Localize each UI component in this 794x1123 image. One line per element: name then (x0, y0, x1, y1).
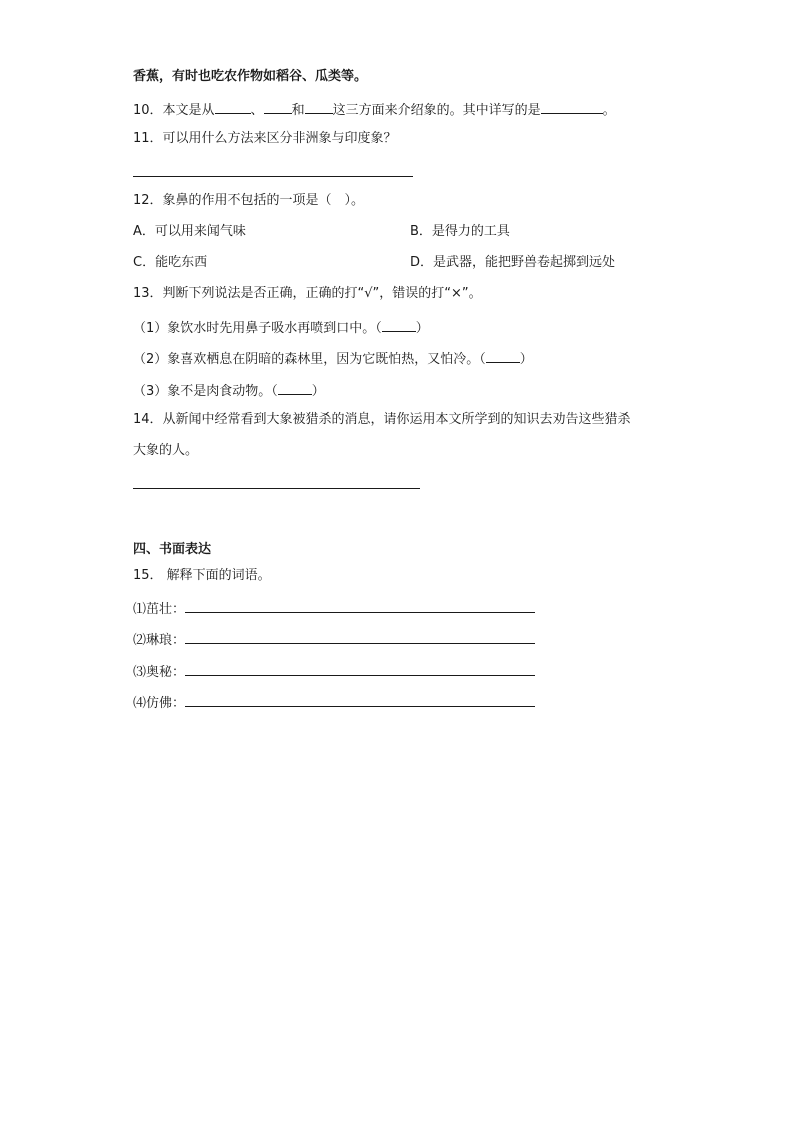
q13-item-2-text: （2）象喜欢栖息在阴暗的森林里，因为它既怕热，又怕冷。（ (133, 352, 486, 367)
q13-item-3 (133, 380, 325, 401)
q12-option-d[interactable]: D．是武器，能把野兽卷起掷到远处 (410, 255, 616, 270)
q10-sep2: 和 (291, 103, 305, 118)
q13-item-1-close: ） (415, 321, 429, 336)
q10-blank-2[interactable] (264, 99, 292, 114)
q12-option-b[interactable]: B．是得力的工具 (410, 224, 510, 239)
q13-item-2-blank[interactable] (486, 348, 520, 363)
q15-item-2-label: ⑵琳琅： (133, 633, 186, 648)
q10-blank-3[interactable] (305, 99, 333, 114)
q15-item-3-label: ⑶奥秘： (133, 665, 186, 680)
q13-item-2 (133, 348, 533, 369)
q13-item-1-blank[interactable] (382, 317, 416, 332)
q15-item-4-answer-line[interactable] (185, 692, 535, 707)
q14-answer-line[interactable] (133, 488, 420, 489)
question-14-line-2: 大象的人。 (133, 443, 199, 458)
q10-sep1: 、 (250, 103, 264, 118)
question-12-stem: 12．象鼻的作用不包括的一项是（ ）。 (133, 193, 365, 208)
q10-mid: 这三方面来介绍象的。其中详写的是 (332, 103, 541, 118)
q12-option-a[interactable]: A．可以用来闻气味 (133, 224, 246, 239)
q11-answer-line[interactable] (133, 176, 413, 177)
q15-item-1-label: ⑴茁壮： (133, 602, 186, 617)
q10-end: 。 (602, 103, 616, 118)
q15-item-1 (133, 598, 535, 619)
q13-item-3-blank[interactable] (278, 380, 312, 395)
question-14-line-1: 14．从新闻中经常看到大象被猎杀的消息，请你运用本文所学到的知识去劝告这些猎杀 (133, 412, 631, 427)
question-15-stem: 15． 解释下面的词语。 (133, 568, 271, 583)
question-10 (133, 99, 616, 120)
q15-item-4-label: ⑷仿佛： (133, 696, 186, 711)
q10-prefix: 10．本文是从 (133, 103, 215, 118)
q10-blank-4[interactable] (541, 99, 603, 114)
question-13-stem: 13．判断下列说法是否正确，正确的打“√”，错误的打“×”。 (133, 286, 482, 301)
q15-item-1-answer-line[interactable] (185, 598, 535, 613)
q15-item-3 (133, 661, 535, 682)
q10-blank-1[interactable] (215, 99, 251, 114)
q13-item-3-text: （3）象不是肉食动物。（ (133, 384, 278, 399)
section-4-heading: 四、书面表达 (133, 542, 212, 557)
q13-item-1 (133, 317, 429, 338)
q15-item-4 (133, 692, 535, 713)
q13-item-2-close: ） (519, 352, 533, 367)
q15-item-2 (133, 629, 535, 650)
q12-option-c[interactable]: C．能吃东西 (133, 255, 208, 270)
q15-item-3-answer-line[interactable] (185, 661, 535, 676)
carryover-text: 香蕉，有时也吃农作物如稻谷、瓜类等。 (133, 69, 368, 84)
q13-item-3-close: ） (311, 384, 325, 399)
q15-item-2-answer-line[interactable] (185, 629, 535, 644)
question-11: 11．可以用什么方法来区分非洲象与印度象？ (133, 131, 397, 146)
q13-item-1-text: （1）象饮水时先用鼻子吸水再喷到口中。（ (133, 321, 382, 336)
